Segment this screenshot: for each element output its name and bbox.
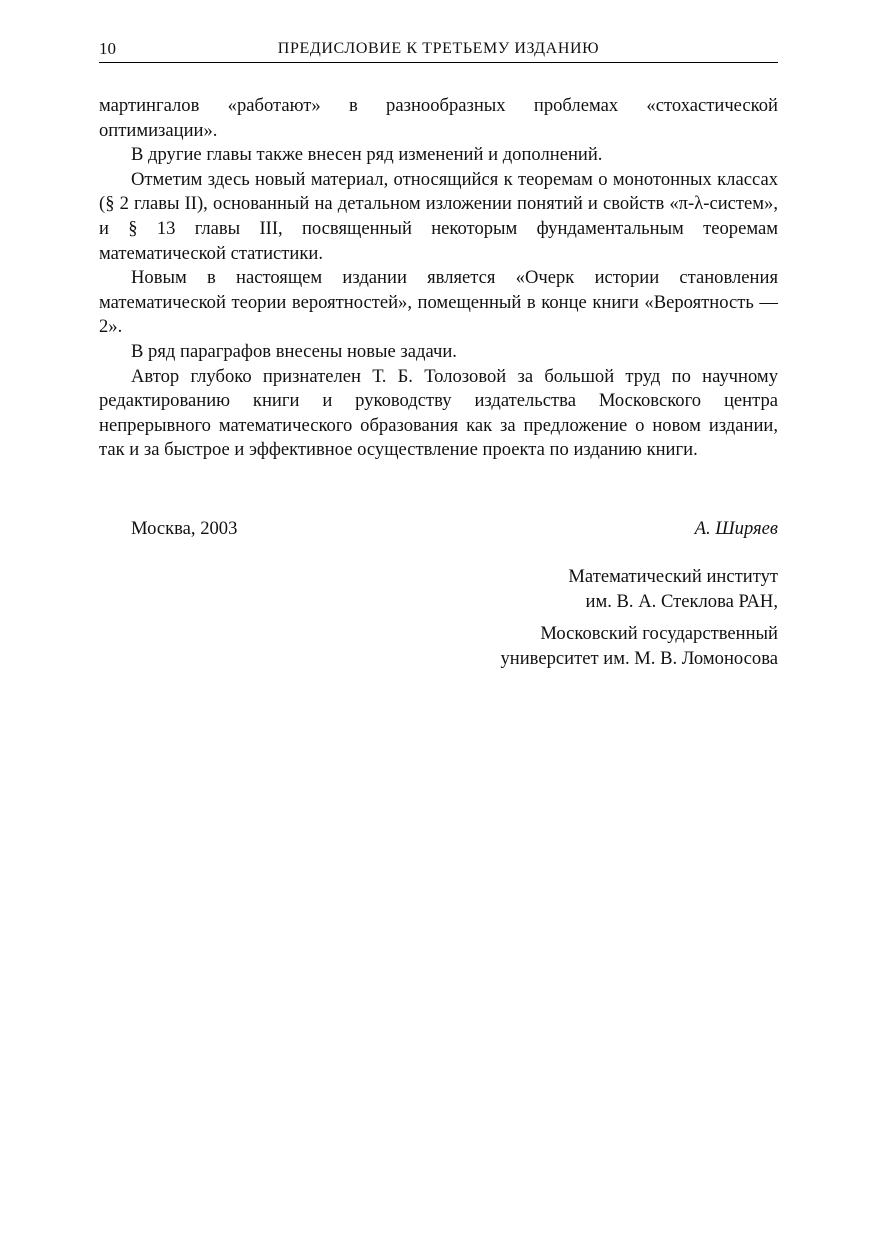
- place-date: Москва, 2003: [131, 518, 238, 539]
- affiliation-line: им. В. А. Стеклова РАН,: [585, 590, 778, 612]
- affiliation-line: университет им. М. В. Ломоносова: [500, 647, 778, 669]
- header-rule: [99, 62, 778, 63]
- page-number: 10: [99, 39, 116, 58]
- paragraph-acknowledgements: Автор глубоко признателен Т. Б. Толозовой за большой труд по научному редактированию книги и руководству издательства Московского центра непрерывного математического образования как за предложение о новом издании, так и за быстрое и эффективное осуществление проекта по изданию книги.: [99, 365, 778, 461]
- signature-line: [99, 516, 778, 542]
- paragraph-new-material: Отметим здесь новый материал, относящийся к теоремам о монотонных классах (§ 2 главы II), основанный на детальном изложении понятий и свойств «π-λ-систем», и § 13 главы III, посвященный некоторым фундаментальным теоремам математической статистики.: [99, 168, 778, 264]
- running-title: ПРЕДИСЛОВИЕ К ТРЕТЬЕМУ ИЗДАНИЮ: [277, 40, 600, 57]
- running-head: [99, 37, 778, 61]
- body-text: [99, 94, 778, 463]
- paragraph-other-chapters: В другие главы также внесен ряд изменений и дополнений.: [131, 144, 603, 166]
- affiliation-msu: [358, 622, 778, 671]
- paragraph-continuation: мартингалов «работают» в разнообразных проблемах «стохастической оптимизации».: [99, 95, 778, 141]
- affiliation-line: Московский государственный: [540, 623, 778, 644]
- author-name: А. Ширяев: [694, 518, 778, 539]
- affiliation-steklov: [358, 565, 778, 614]
- paragraph-history-essay: Новым в настоящем издании является «Очерк истории становления математической теории вероятностей», помещенный в конце книги «Вероятность — 2».: [99, 267, 778, 338]
- affiliation-line: Математический институт: [568, 566, 778, 587]
- paragraph-new-problems: В ряд параграфов внесены новые задачи.: [131, 340, 457, 362]
